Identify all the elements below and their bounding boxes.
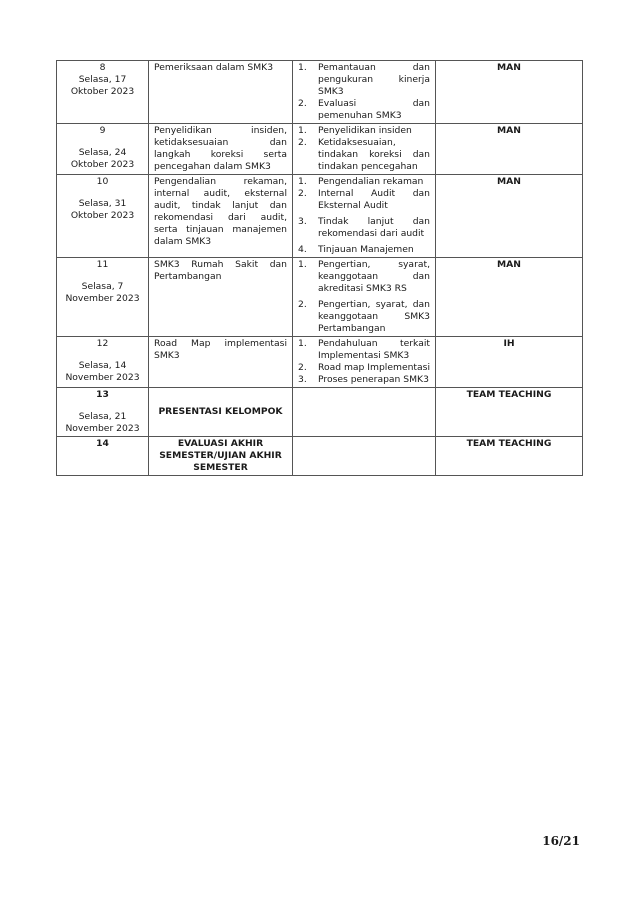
- list-number: 2.: [298, 188, 307, 199]
- list-text: Internal Audit dan Eksternal Audit: [318, 188, 430, 211]
- meeting-number: 9: [99, 125, 106, 136]
- list-number: 2.: [298, 299, 307, 310]
- topic-cell: Pemeriksaan dalam SMK3: [149, 61, 293, 124]
- list-number: 3.: [298, 374, 307, 385]
- meeting-number: 14: [96, 438, 109, 449]
- table-row: [57, 175, 583, 258]
- topic-cell: EVALUASI AKHIR SEMESTER/UJIAN AKHIR SEMESTER: [149, 437, 293, 476]
- meeting-cell: [57, 258, 149, 337]
- schedule-table: [56, 60, 583, 476]
- topic-cell: Road Map implementasi SMK3: [149, 337, 293, 388]
- meeting-cell: [57, 124, 149, 175]
- lecturer-cell: IH: [436, 337, 583, 388]
- meeting-number: 10: [96, 176, 109, 187]
- meeting-number: 8: [99, 62, 106, 73]
- list-text: Evaluasi dan pemenuhan SMK3: [318, 98, 430, 121]
- subtopic-cell: [293, 61, 436, 124]
- list-text: Pendahuluan terkait Implementasi SMK3: [318, 338, 430, 361]
- page-number: 16/21: [542, 834, 580, 848]
- lecturer-cell: MAN: [436, 124, 583, 175]
- meeting-number: 13: [96, 389, 109, 400]
- list-number: 3.: [298, 216, 307, 227]
- meeting-date: Selasa, 7 November 2023: [65, 281, 140, 304]
- table-row: [57, 61, 583, 124]
- lecturer-cell: TEAM TEACHING: [436, 388, 583, 437]
- list-item: [298, 216, 430, 240]
- list-item: [298, 259, 430, 295]
- list-text: Pemantauan dan pengukuran kinerja SMK3: [318, 62, 430, 97]
- list-text: Pengendalian rekaman: [318, 176, 424, 187]
- list-text: Ketidaksesuaian, tindakan koreksi dan tindakan pencegahan: [318, 137, 430, 172]
- subtopic-cell: [293, 175, 436, 258]
- list-item: [298, 98, 430, 122]
- list-number: 1.: [298, 259, 307, 270]
- list-item: [298, 374, 430, 386]
- list-item: [298, 137, 430, 173]
- topic-cell: SMK3 Rumah Sakit dan Pertambangan: [149, 258, 293, 337]
- list-text: Pengertian, syarat, keanggotaan dan akreditasi SMK3 RS: [318, 259, 430, 294]
- subtopic-cell: [293, 258, 436, 337]
- lecturer-cell: TEAM TEACHING: [436, 437, 583, 476]
- meeting-number: 12: [96, 338, 109, 349]
- lecturer-cell: MAN: [436, 258, 583, 337]
- subtopic-cell: [293, 437, 436, 476]
- meeting-date: Selasa, 17 Oktober 2023: [70, 74, 135, 97]
- topic-cell: Penyelidikan insiden, ketidaksesuaian dan langkah koreksi serta pencegahan dalam SMK3: [149, 124, 293, 175]
- list-item: [298, 299, 430, 335]
- meeting-date: Selasa, 21 November 2023: [65, 411, 140, 434]
- meeting-date: Selasa, 14 November 2023: [65, 360, 140, 383]
- list-text: Tindak lanjut dan rekomendasi dari audit: [318, 216, 430, 239]
- meeting-date: Selasa, 31 Oktober 2023: [70, 198, 135, 221]
- table-row: [57, 258, 583, 337]
- list-number: 2.: [298, 137, 307, 148]
- list-number: 1.: [298, 176, 307, 187]
- list-number: 1.: [298, 338, 307, 349]
- subtopic-cell: [293, 337, 436, 388]
- list-item: [298, 62, 430, 98]
- list-item: [298, 244, 430, 256]
- topic-cell: Pengendalian rekaman, internal audit, eksternal audit, tindak lanjut dan rekomendasi dari audit, serta tinjauan manajemen dalam SMK3: [149, 175, 293, 258]
- list-item: [298, 176, 430, 188]
- list-number: 1.: [298, 125, 307, 136]
- meeting-number: 11: [96, 259, 109, 270]
- lecturer-cell: MAN: [436, 175, 583, 258]
- list-text: Road map Implementasi: [318, 362, 430, 373]
- list-number: 4.: [298, 244, 307, 255]
- subtopic-cell: [293, 388, 436, 437]
- meeting-cell: [57, 388, 149, 437]
- list-number: 2.: [298, 362, 307, 373]
- list-text: Penyelidikan insiden: [318, 125, 412, 136]
- meeting-cell: [57, 61, 149, 124]
- lecturer-cell: MAN: [436, 61, 583, 124]
- table-row: [57, 437, 583, 476]
- table-row: [57, 337, 583, 388]
- list-number: 1.: [298, 62, 307, 73]
- list-number: 2.: [298, 98, 307, 109]
- subtopic-cell: [293, 124, 436, 175]
- list-item: [298, 125, 430, 137]
- topic-cell: PRESENTASI KELOMPOK: [149, 388, 293, 437]
- list-item: [298, 188, 430, 212]
- meeting-cell: [57, 175, 149, 258]
- meeting-date: Selasa, 24 Oktober 2023: [70, 147, 135, 170]
- list-text: Pengertian, syarat, dan keanggotaan SMK3 Pertambangan: [318, 299, 430, 334]
- meeting-cell: [57, 437, 149, 476]
- list-item: [298, 338, 430, 362]
- list-text: Tinjauan Manajemen: [318, 244, 414, 255]
- list-text: Proses penerapan SMK3: [318, 374, 429, 385]
- list-item: [298, 362, 430, 374]
- table-row: [57, 124, 583, 175]
- table-row: [57, 388, 583, 437]
- meeting-cell: [57, 337, 149, 388]
